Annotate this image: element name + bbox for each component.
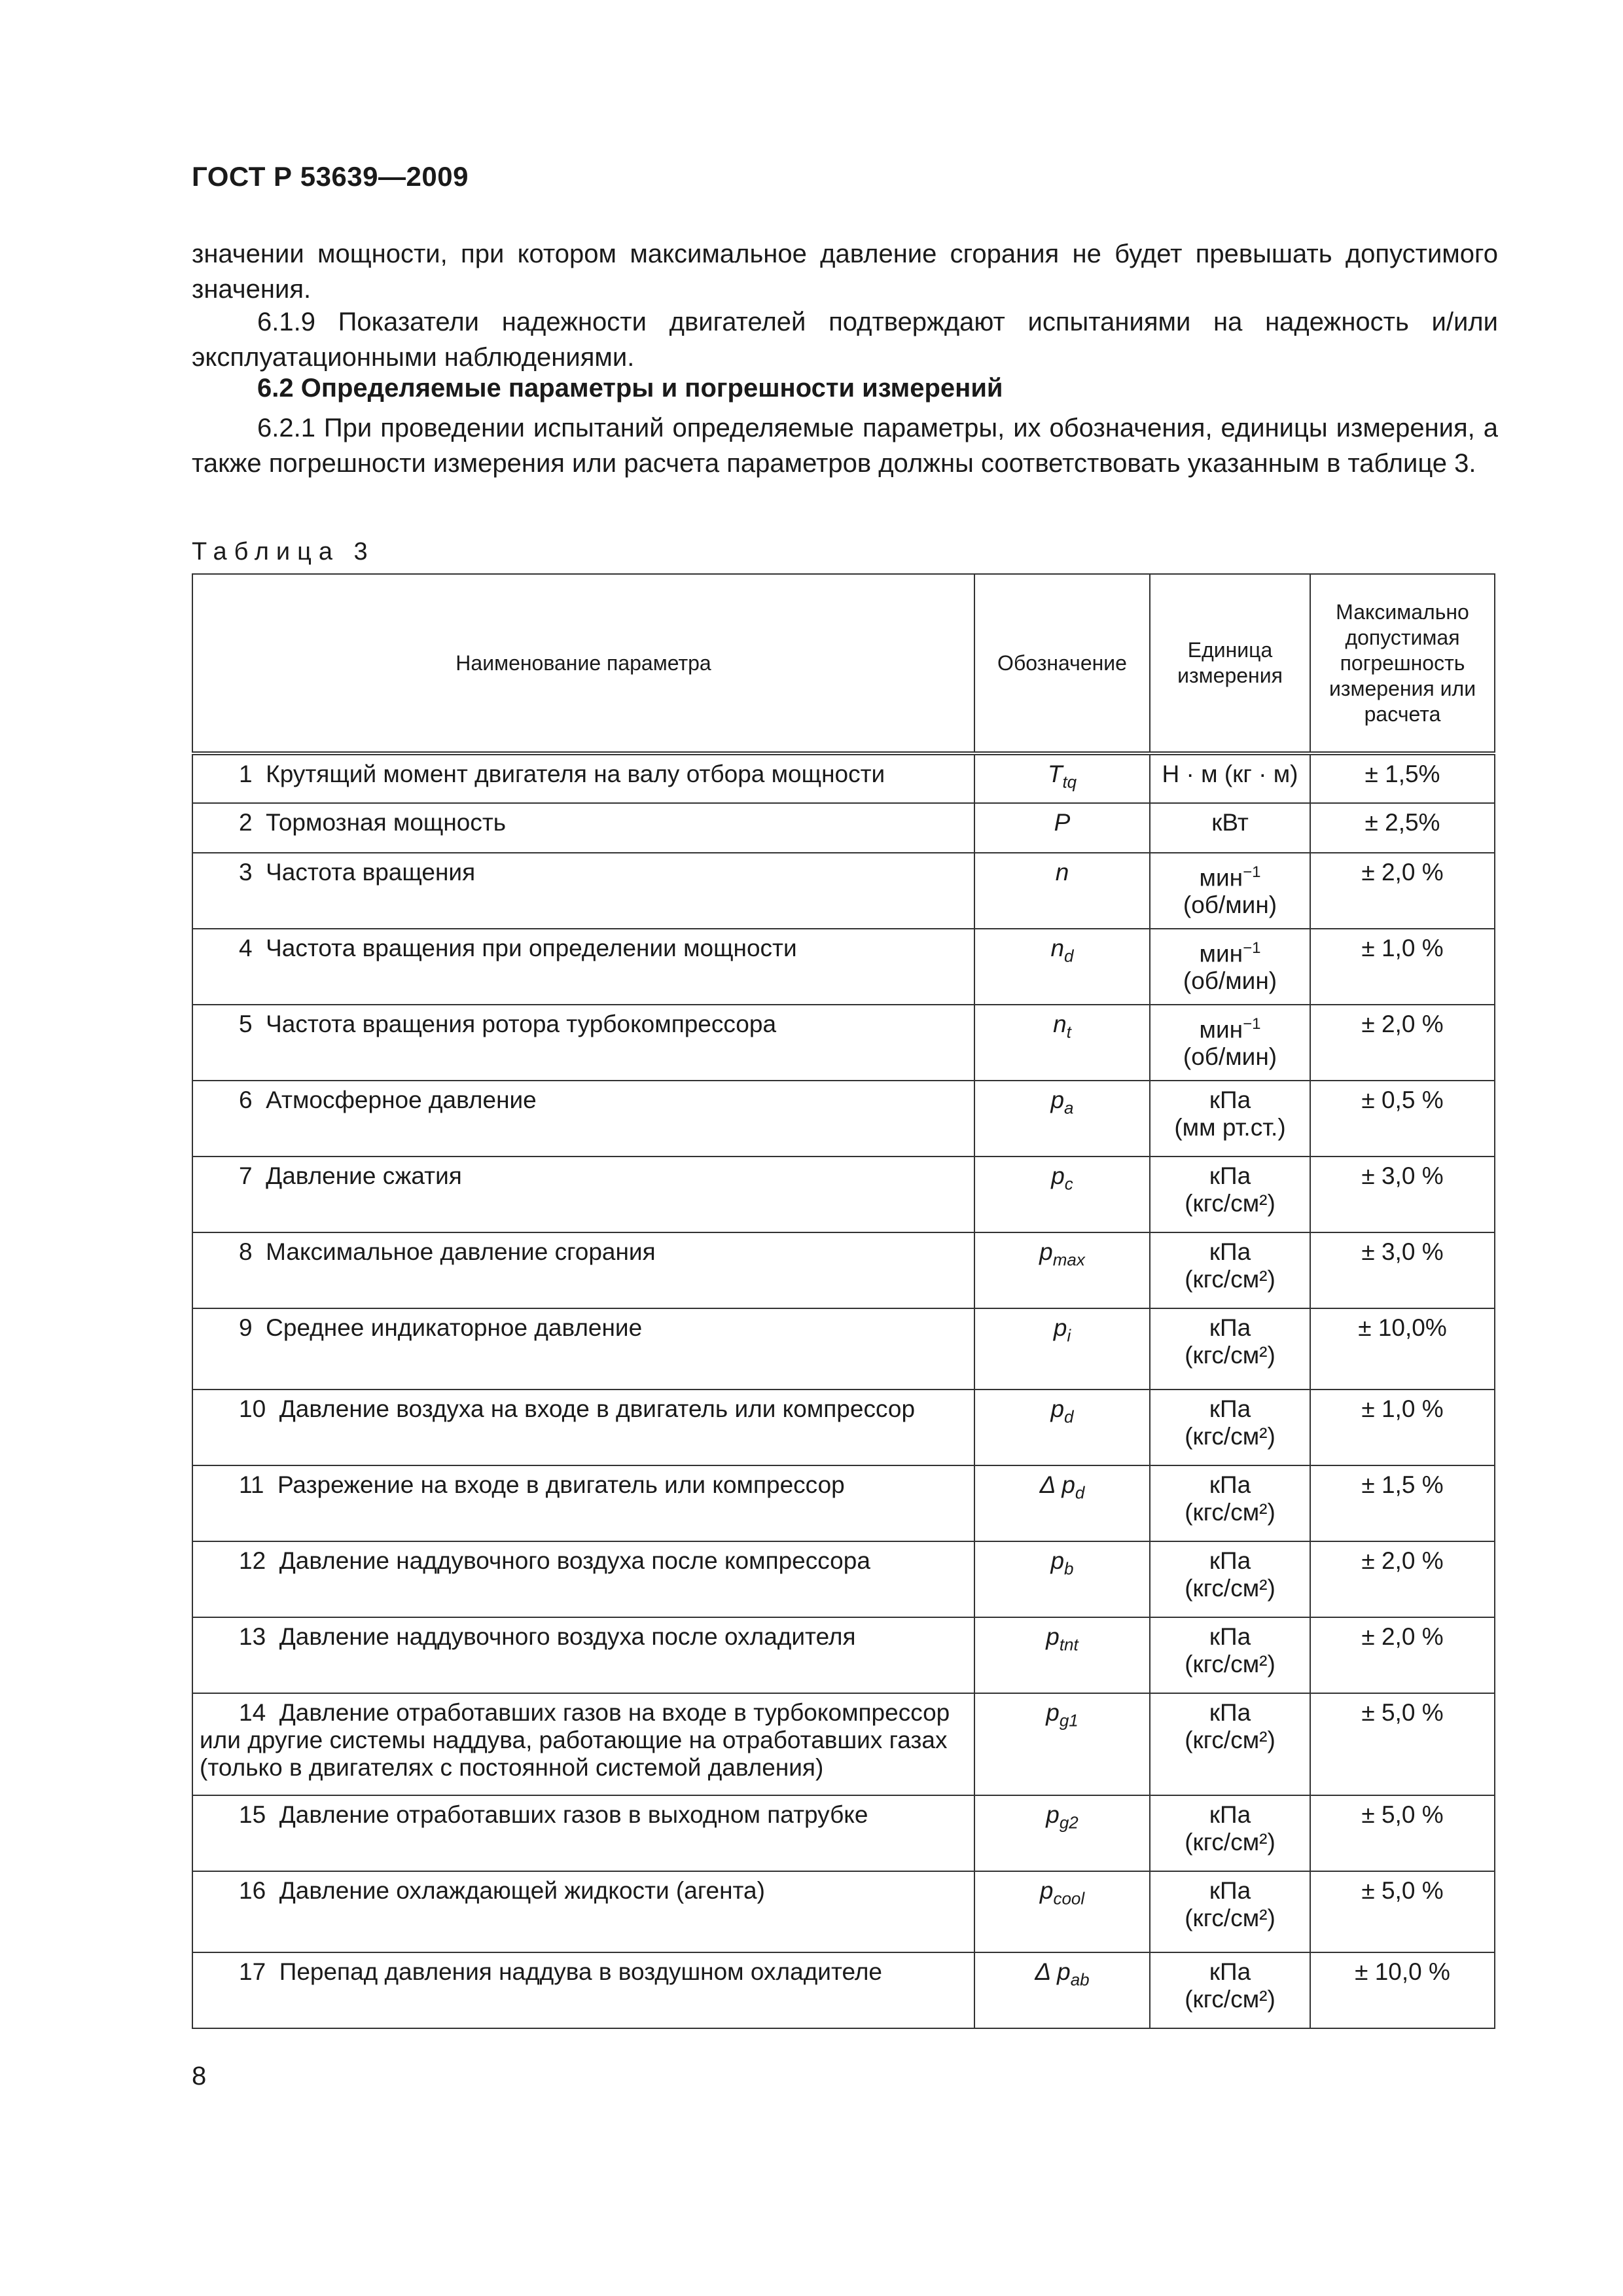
document-header-title: ГОСТ Р 53639—2009 [192, 161, 469, 192]
symbol-cell [974, 1005, 1150, 1081]
symbol-cell [974, 1081, 1150, 1157]
parameters-table [192, 573, 1495, 2029]
parameter-name-cell [192, 1081, 974, 1157]
symbol-cell [974, 1871, 1150, 1952]
unit: кПа [1209, 1238, 1251, 1265]
row-number: 9 [239, 1314, 253, 1341]
unit-alternative: (кгс/см²) [1185, 1829, 1275, 1856]
row-number: 10 [239, 1395, 266, 1422]
unit: кПа [1209, 1877, 1251, 1904]
table-row [192, 1232, 1495, 1308]
row-number: 13 [239, 1623, 266, 1650]
parameter-name: Максимальное давление сгорания [266, 1238, 656, 1265]
symbol-subscript: a [1064, 1098, 1074, 1118]
table-body [192, 753, 1495, 2028]
unit-alternative: (кгс/см²) [1185, 1727, 1275, 1753]
symbol-subscript: tq [1062, 772, 1077, 792]
error-cell: ± 5,0 % [1310, 1795, 1495, 1871]
parameter-name-cell [192, 1005, 974, 1081]
symbol: P [1054, 809, 1071, 836]
symbol-subscript: cool [1053, 1888, 1085, 1909]
symbol-subscript: c [1064, 1174, 1073, 1194]
unit-cell [1150, 853, 1310, 929]
symbol-cell [974, 1308, 1150, 1390]
unit-alternative: (кгс/см²) [1185, 1651, 1275, 1677]
parameter-name: Давление охлаждающей жидкости (агента) [279, 1877, 765, 1904]
unit: кПа [1209, 1471, 1251, 1498]
parameter-name-cell [192, 1871, 974, 1952]
row-number: 16 [239, 1877, 266, 1904]
parameter-name-cell [192, 1232, 974, 1308]
row-number: 11 [239, 1471, 264, 1498]
error-cell: ± 1,0 % [1310, 929, 1495, 1005]
symbol-cell [974, 1952, 1150, 2028]
unit-cell [1150, 1232, 1310, 1308]
parameter-name: Крутящий момент двигателя на валу отбора мощности [266, 761, 885, 787]
unit-alternative: (кгс/см²) [1185, 1190, 1275, 1217]
table-row [192, 1871, 1495, 1952]
table-row [192, 853, 1495, 929]
unit-cell [1150, 1952, 1310, 2028]
unit: кПа [1209, 1801, 1251, 1828]
page-number: 8 [192, 2062, 207, 2090]
column-header-unit: Единица измерения [1150, 574, 1310, 753]
error-cell: ± 2,5% [1310, 803, 1495, 853]
parameter-name-cell [192, 1693, 974, 1795]
unit: кПа [1209, 1623, 1251, 1650]
unit-alternative: (кгс/см²) [1185, 1342, 1275, 1369]
symbol-subscript: b [1064, 1558, 1074, 1579]
column-header-error: Максимально допустимая погрешность измерения или расчета [1310, 574, 1495, 753]
row-number: 5 [239, 1011, 253, 1037]
table-row [192, 1617, 1495, 1693]
parameter-name: Тормозная мощность [266, 809, 507, 836]
table-row [192, 1693, 1495, 1795]
symbol: p [1050, 1086, 1065, 1113]
unit: кПа [1209, 1958, 1251, 1985]
error-cell: ± 2,0 % [1310, 1617, 1495, 1693]
unit-cell [1150, 1465, 1310, 1541]
column-header-name: Наименование параметра [192, 574, 974, 753]
symbol-subscript: d [1075, 1482, 1085, 1503]
unit-cell [1150, 1005, 1310, 1081]
parameter-name-cell [192, 1308, 974, 1390]
parameter-name: Частота вращения [266, 859, 476, 886]
paragraph-continuation: значении мощности, при котором максимальное давление сгорания не будет превышать допустимого значения. [192, 240, 1498, 304]
parameter-name-cell [192, 1157, 974, 1232]
symbol-cell [974, 803, 1150, 853]
unit: кПа [1209, 1086, 1251, 1113]
unit: кПа [1209, 1314, 1251, 1341]
unit: мин [1199, 1016, 1243, 1043]
parameter-name: Атмосферное давление [266, 1086, 537, 1113]
parameter-name: Давление воздуха на входе в двигатель или компрессор [279, 1395, 916, 1422]
error-cell: ± 5,0 % [1310, 1871, 1495, 1952]
symbol: T [1047, 761, 1063, 787]
unit-alternative: (кгс/см²) [1185, 1905, 1275, 1931]
parameter-name-cell [192, 853, 974, 929]
table-row [192, 1465, 1495, 1541]
row-number: 4 [239, 935, 253, 961]
table-row [192, 1795, 1495, 1871]
paragraph-6-1-9: 6.1.9 Показатели надежности двигателей подтверждают испытаниями на надежность и/или эксплуатационными наблюдениями. [192, 308, 1498, 372]
row-number: 1 [239, 761, 253, 787]
symbol: n [1055, 859, 1069, 886]
parameter-name-cell [192, 1617, 974, 1693]
table-row [192, 803, 1495, 853]
parameter-name-cell [192, 1795, 974, 1871]
unit-cell [1150, 1795, 1310, 1871]
error-cell: ± 2,0 % [1310, 1005, 1495, 1081]
error-cell: ± 10,0% [1310, 1308, 1495, 1390]
error-cell: ± 5,0 % [1310, 1693, 1495, 1795]
table-row [192, 1308, 1495, 1390]
symbol-subscript: tnt [1059, 1634, 1079, 1655]
symbol-subscript: ab [1070, 1969, 1090, 1990]
error-cell: ± 3,0 % [1310, 1232, 1495, 1308]
unit-alternative: (кгс/см²) [1185, 1266, 1275, 1293]
parameter-name-cell [192, 753, 974, 803]
symbol: p [1051, 1162, 1065, 1189]
unit: кПа [1209, 1395, 1251, 1422]
parameter-name-cell [192, 1952, 974, 2028]
unit: кВт [1211, 809, 1249, 836]
error-cell: ± 2,0 % [1310, 1541, 1495, 1617]
symbol-subscript: d [1064, 946, 1074, 966]
row-number: 15 [239, 1801, 266, 1828]
row-number: 2 [239, 809, 253, 836]
unit-cell [1150, 1871, 1310, 1952]
parameter-name: Перепад давления наддува в воздушном охладителе [279, 1958, 882, 1985]
error-cell: ± 2,0 % [1310, 853, 1495, 929]
symbol-cell [974, 753, 1150, 803]
table-row [192, 1390, 1495, 1465]
unit: Н · м (кг · м) [1162, 761, 1298, 787]
unit-cell [1150, 1390, 1310, 1465]
symbol-cell [974, 1232, 1150, 1308]
parameter-name: Давление отработавших газов на входе в турбокомпрессор или другие системы наддува, работающие на отработавших газах (только в двигателях с постоянной системой давления) [200, 1699, 950, 1781]
unit-cell [1150, 1693, 1310, 1795]
symbol-cell [974, 1617, 1150, 1693]
parameter-name: Давление отработавших газов в выходном патрубке [279, 1801, 868, 1828]
symbol-cell [974, 1693, 1150, 1795]
parameter-name-cell [192, 803, 974, 853]
symbol-subscript: max [1052, 1249, 1085, 1270]
parameter-name-cell [192, 1465, 974, 1541]
unit-cell [1150, 1157, 1310, 1232]
row-number: 7 [239, 1162, 253, 1189]
symbol-cell [974, 929, 1150, 1005]
unit-alternative: (кгс/см²) [1185, 1986, 1275, 2013]
symbol-subscript: i [1067, 1325, 1071, 1346]
error-cell: ± 1,0 % [1310, 1390, 1495, 1465]
unit-superscript: −1 [1243, 863, 1261, 881]
parameter-name: Среднее индикаторное давление [266, 1314, 643, 1341]
unit: мин [1199, 864, 1243, 891]
table-header-row [192, 574, 1495, 753]
paragraph-6-2-1: 6.2.1 При проведении испытаний определяемые параметры, их обозначения, единицы измерения, а также погрешности измерения или расчета параметров должны соответствовать указанным в таблице 3. [192, 414, 1498, 478]
unit: кПа [1209, 1547, 1251, 1574]
table-row [192, 1952, 1495, 2028]
table-row [192, 753, 1495, 803]
unit-alternative: (мм рт.ст.) [1174, 1114, 1286, 1141]
table-row [192, 1005, 1495, 1081]
unit-superscript: −1 [1243, 1015, 1261, 1033]
unit-alternative: (кгс/см²) [1185, 1423, 1275, 1450]
parameter-name: Частота вращения ротора турбокомпрессора [266, 1011, 777, 1037]
unit-alternative: (об/мин) [1183, 1043, 1277, 1071]
parameter-name: Частота вращения при определении мощности [266, 935, 797, 961]
symbol: p [1050, 1395, 1065, 1422]
table-caption: Таблица 3 [192, 538, 375, 565]
parameter-name-cell [192, 929, 974, 1005]
symbol: p [1053, 1314, 1067, 1341]
error-cell: ± 1,5% [1310, 753, 1495, 803]
unit-cell [1150, 1308, 1310, 1390]
symbol: Δ p [1039, 1471, 1075, 1498]
symbol-cell [974, 1795, 1150, 1871]
unit-cell [1150, 753, 1310, 803]
symbol: n [1050, 935, 1065, 961]
row-number: 8 [239, 1238, 253, 1265]
section-heading-6-2: 6.2 Определяемые параметры и погрешности измерений [257, 374, 1003, 403]
parameter-name-cell [192, 1541, 974, 1617]
error-cell: ± 1,5 % [1310, 1465, 1495, 1541]
row-number: 14 [239, 1699, 266, 1726]
parameter-name: Давление сжатия [266, 1162, 462, 1189]
symbol: p [1046, 1801, 1060, 1828]
symbol-cell [974, 1390, 1150, 1465]
unit-alternative: (кгс/см²) [1185, 1575, 1275, 1602]
parameter-name: Разрежение на входе в двигатель или компрессор [277, 1471, 845, 1498]
symbol-subscript: t [1066, 1022, 1071, 1042]
symbol: n [1053, 1011, 1067, 1037]
error-cell: ± 10,0 % [1310, 1952, 1495, 2028]
symbol: p [1039, 1238, 1053, 1265]
parameter-name: Давление наддувочного воздуха после компрессора [279, 1547, 870, 1574]
table-row [192, 1157, 1495, 1232]
symbol-cell [974, 1541, 1150, 1617]
unit-superscript: −1 [1243, 939, 1261, 957]
symbol-subscript: d [1064, 1407, 1074, 1427]
unit-alternative: (об/мин) [1183, 891, 1277, 919]
symbol: p [1050, 1547, 1065, 1574]
row-number: 6 [239, 1086, 253, 1113]
unit-alternative: (об/мин) [1183, 967, 1277, 995]
unit-alternative: (кгс/см²) [1185, 1499, 1275, 1526]
parameter-name: Давление наддувочного воздуха после охладителя [279, 1623, 856, 1650]
error-cell: ± 3,0 % [1310, 1157, 1495, 1232]
parameter-name-cell [192, 1390, 974, 1465]
unit: мин [1199, 940, 1243, 967]
unit: кПа [1209, 1699, 1251, 1726]
unit-cell [1150, 1617, 1310, 1693]
table-row [192, 1541, 1495, 1617]
symbol-cell [974, 1157, 1150, 1232]
unit-cell [1150, 1541, 1310, 1617]
symbol: p [1046, 1699, 1060, 1726]
row-number: 17 [239, 1958, 266, 1985]
symbol: p [1039, 1877, 1054, 1904]
table-row [192, 1081, 1495, 1157]
symbol-cell [974, 853, 1150, 929]
unit-cell [1150, 803, 1310, 853]
unit-cell [1150, 929, 1310, 1005]
error-cell: ± 0,5 % [1310, 1081, 1495, 1157]
symbol-subscript: g1 [1059, 1710, 1079, 1731]
unit-cell [1150, 1081, 1310, 1157]
table-row [192, 929, 1495, 1005]
row-number: 12 [239, 1547, 266, 1574]
symbol-subscript: g2 [1059, 1812, 1079, 1833]
row-number: 3 [239, 859, 253, 886]
unit: кПа [1209, 1162, 1251, 1189]
symbol: Δ p [1035, 1958, 1071, 1985]
symbol: p [1046, 1623, 1060, 1650]
column-header-symbol: Обозначение [974, 574, 1150, 753]
symbol-cell [974, 1465, 1150, 1541]
